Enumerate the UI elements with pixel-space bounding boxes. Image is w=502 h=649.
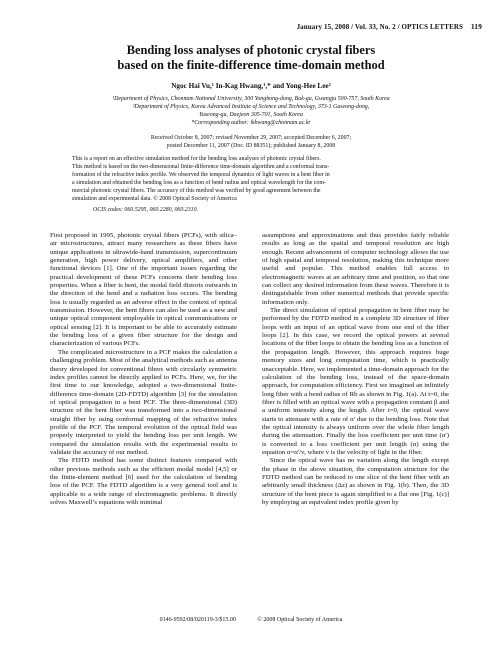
- affiliations: [40, 95, 462, 127]
- paragraph: assumptions and approximations and thus provides fairly reliable results as long as the spatial and temporal resolution are high enough. Recent advancement of computer technology allows the use of high spatial and temporal resolution, making this technique more useful and popular. This method enables full access to electromagnetic waves at an arbitrary time and position, so that one can collect any desired information from these waves. Therefore it is distinguishable from other numerical methods that provide specific information only.: [262, 232, 449, 306]
- paragraph: The FDTD method has some distinct features compared with other previous methods such as the efficient modal model [4,5] or the finite-element method [6] used for the calculation of bending loss of the PCF. The FDTD algorithm is a very general tool and is applicable to a wide range of electromagnetic problems. It directly solves Maxwell’s equations with minimal: [50, 457, 237, 506]
- page-number: 119: [470, 22, 482, 31]
- paper-title: [40, 43, 462, 73]
- paragraph: The complicated microstructure in a PCF makes the calculation a challenging problem. Most of the analytical methods such as antenna theory developed for conventional fibers with circularly symmetric index profiles cannot be directly applied to PCFs. Here, we, for the first time to our knowledge, adopted a two-dimensional finite-difference time-domain (2D-FDTD) algorithm [3] for the simulation of optical propagation in a bent PCF. The three-dimensional (3D) structure of the bent fiber was transformed into a two-dimensional straight fiber by using conformal mapping of the refractive index profile of the PCF. The temporal evolution of the optical field was properly interpreted to yield the bending loss per unit length. We compared the simulation results with the experimental results to validate the accuracy of our method.: [50, 348, 237, 456]
- abstract: [72, 155, 428, 203]
- abstract-line: formation of the refractive index profile. We observed the temporal dynamics of light waves in a bent fiber in: [72, 172, 330, 178]
- ocis-codes: OCIS codes: 060.5295, 060.2280, 060.2310.: [93, 207, 199, 213]
- issn-code: 0146-9592/08/020119-3/$15.00: [159, 617, 236, 623]
- abstract-line: simulation and experimental data. © 2008 Optical Society of America: [72, 196, 237, 202]
- author-list: Ngoc Hai Vu,¹ In-Kag Hwang,¹,* and Yong-Hee Lee²: [171, 82, 331, 90]
- paragraph: Since the optical wave has no variation along the length except the phase in the above situation, the computation structure for the FDTD method can be reduced to one slice of the bent fiber with an arbitrarily small thickness (Δz) as shown in Fig. 1(b). Then, the 3D structure of the bent piece is again simplified to a flat one [Fig. 1(c)] by employing an equivalent index profile given by: [262, 457, 449, 506]
- abstract-line: This is a report on an effective simulation method for the bending loss analyses of photonic crystal fibers.: [72, 156, 321, 162]
- body-column-right: [262, 232, 449, 604]
- abstract-line: This method is based on the two-dimensional finite-difference time-domain algorithm and a conformal trans-: [72, 164, 330, 170]
- affiliation-3: Yuseong-gu, Daejeon 305-701, South Korea: [199, 112, 303, 119]
- copyright-notice: © 2008 Optical Society of America: [257, 617, 343, 623]
- affiliation-2: ²Department of Physics, Korea Advanced Institute of Science and Technology, 373-1 Guseong-dong,: [132, 104, 370, 111]
- received-line-2: posted December 11, 2007 (Doc. ID 88351); published January 8, 2008: [166, 143, 336, 149]
- running-head: [0, 22, 482, 31]
- received-line-1: Received October 8, 2007; revised November 29, 2007; accepted December 6, 2007;: [150, 135, 352, 141]
- journal-citation: January 15, 2008 / Vol. 33, No. 2 / OPTICS LETTERS: [296, 23, 463, 31]
- page-footer: [0, 617, 502, 623]
- abstract-line: a simulation and obtained the bending loss as a function of bend radius and optical wavelength for the com-: [72, 180, 326, 186]
- paragraph: The direct simulation of optical propagation in bent fiber may be performed by the FDTD method in a complete 3D structure of fiber loops with an input of an optical wave from one end of the fiber loops [2]. In this case, we record the optical powers at several locations of the fiber loops to obtain the bending loss as a function of the propagation length. However, this approach requires huge memory sizes and long computation time, which is practically unacceptable. Here, we implemented a time-domain approach for the calculation of the bending loss, instead of the space-domain approach, for computation efficiency. First we imagined an infinitely long fiber with a bend radius of Rb as shown in Fig. 1(a). At t=0, the fiber is filled with an optical wave with a propagation constant β and a uniform intensity along the length. After t=0, the optical wave starts to attenuate with a rate of α′ due to the bending loss. Note that the optical intensity is always uniform over the whole fiber length during the attenuation. Finally the loss coefficient per unit time (α′) is converted to a loss coefficient per unit length (α) using the equation α=α′/v, where v is the velocity of light in the fiber.: [262, 307, 449, 456]
- received-dates: [40, 134, 462, 150]
- body-column-left: [50, 232, 237, 604]
- paragraph: First proposed in 1995, photonic crystal fibers (PCFs), with silica–air microstructures, attract many researchers as these fibers have unique applications in ultrawide-band transmission, supercontinuum generation, high power delivery, optical amplifiers, and other functional devices [1]. One of the important issues regarding the practical development of these PCFs concerns their bending loss properties. When a fiber is bent, the modal field distorts outwards in the direction of the bend and a radiation loss occurs. The bending loss is usually regarded as an adverse effect in the context of optical transmission. However, the bent fibers can also be used as a new and unique optical component employable in optical communications or optical sensing [2]. It is important to be able to accurately estimate the bending loss of a given fiber structure for the design and characterization of various PCFs.: [50, 232, 237, 348]
- affiliation-1: ¹Department of Physics, Chonnam National University, 300 Yongbong-dong, Buk-gu, Gwangju 500-757, South Korea: [112, 96, 390, 102]
- corresponding-author: *Corresponding author: ikhwang@chonnam.ac.kr: [191, 120, 311, 127]
- title-line-1: Bending loss analyses of photonic crystal fibers: [126, 43, 376, 57]
- abstract-line: mercial photonic crystal fibers. The accuracy of this method was verified by good agreement between the: [72, 188, 321, 194]
- title-line-2: based on the finite-difference time-domain method: [117, 58, 385, 72]
